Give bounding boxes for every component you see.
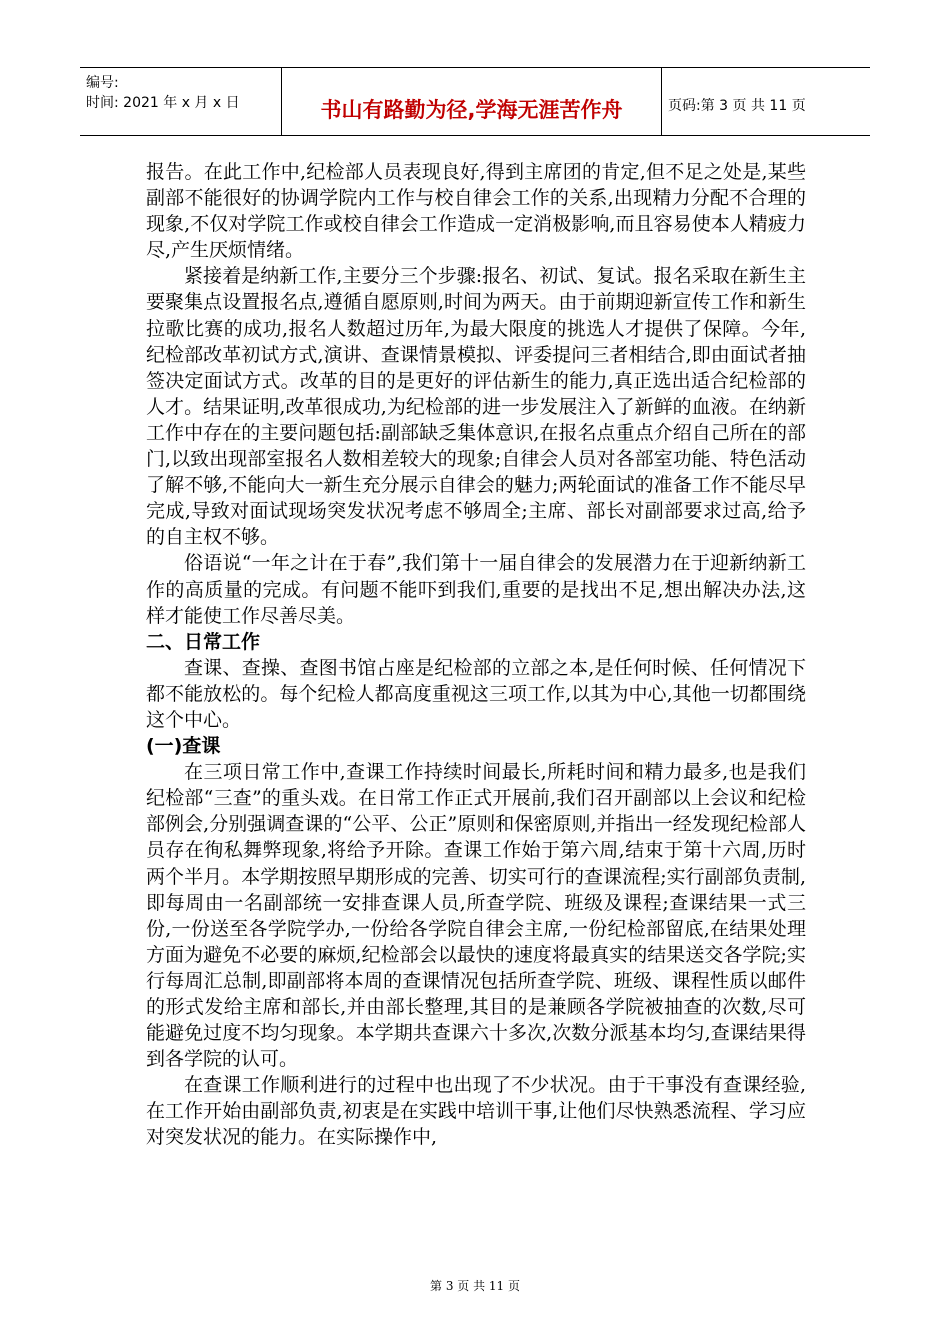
header-page-info: 页码:第 3 页 共 11 页: [668, 98, 806, 114]
page-footer: 第 3 页 共 11 页: [430, 1279, 520, 1293]
document-number-label: 编号:: [86, 75, 119, 91]
paragraph-class-check: 在三项日常工作中,查课工作持续时间最长,所耗时间和精力最多,也是我们纪检部“三查”的重头戏。在日常工作正式开展前,我们召开副部以上会议和纪检部例会,分别强调查课的“公平、公正”原则和保密原则,并指出一经发现纪检部人员存在徇私舞弊现象,将给予开除。查课工作始于第六周,结束于第十六周,历时两个半月。本学期按照早期形成的完善、切实可行的查课流程;实行副部负责制,即每周由一名副部统一安排查课人员,所查学院、班级及课程;查课结果一式三份,一份送至各学院学办,一份给各学院自律会主席,一份纪检部留底,在结果处理方面为避免不必要的麻烦,纪检部会以最快的速度将最真实的结果送交各学院;实行每周汇总制,即副部将本周的查课情况包括所查学院、班级、课程性质以邮件的形式发给主席和部长,并由部长整理,其目的是兼顾各学院被抽查的次数,尽可能避免过度不均匀现象。本学期共查课六十多次,次数分派基本均匀,查课结果得到各学院的认可。: [146, 761, 806, 1071]
section-heading-daily-work: 二、日常工作: [146, 630, 261, 653]
subsection-heading-class-check: (一)查课: [146, 735, 221, 758]
paragraph-report-summary: 报告。在此工作中,纪检部人员表现良好,得到主席团的肯定,但不足之处是,某些副部不能很好的协调学院内工作与校自律会工作的关系,出现精力分配不合理的现象,不仅对学院工作或校自律会工作造成一定消极影响,而且容易使本人精疲力尽,产生厌烦情绪。: [146, 161, 806, 262]
header-middle-cell: [282, 68, 662, 135]
header-right-cell: [662, 68, 870, 135]
paragraph-daily-work-intro: 查课、查操、查图书馆占座是纪检部的立部之本,是任何时候、任何情况下都不能放松的。每个纪检人都高度重视这三项工作,以其为中心,其他一切都围绕这个中心。: [146, 656, 806, 731]
paragraph-proverb: 俗语说“一年之计在于春”,我们第十一届自律会的发展潜力在于迎新纳新工作的高质量的完成。有问题不能吓到我们,重要的是找出不足,想出解决办法,这样才能使工作尽善尽美。: [146, 552, 806, 627]
page-header: [80, 67, 870, 136]
paragraph-recruitment: 紧接着是纳新工作,主要分三个步骤:报名、初试、复试。报名采取在新生主要聚集点设置报名点,遵循自愿原则,时间为两天。由于前期迎新宣传工作和新生拉歌比赛的成功,报名人数超过历年,为最大限度的挑选人才提供了保障。今年,纪检部改革初试方式,演讲、查课情景模拟、评委提问三者相结合,即由面试者抽签决定面试方式。改革的目的是更好的评估新生的能力,真正选出适合纪检部的人才。结果证明,改革很成功,为纪检部的进一步发展注入了新鲜的血液。在纳新工作中存在的主要问题包括:副部缺乏集体意识,在报名点重点介绍自己所在的部门,以致出现部室报名人数相差较大的现象;自律会人员对各部室功能、特色活动了解不够,不能向大一新生充分展示自律会的魅力;两轮面试的准备工作不能尽早完成,导致对面试现场突发状况考虑不够周全;主席、部长对副部要求过高,给予的自主权不够。: [146, 265, 806, 549]
header-left-cell: [80, 68, 282, 135]
header-motto: 书山有路勤为径,学海无涯苦作舟: [320, 98, 623, 122]
document-date: 时间: 2021 年 x 月 x 日: [86, 95, 240, 111]
paragraph-class-check-issues: 在查课工作顺利进行的过程中也出现了不少状况。由于干事没有查课经验,在工作开始由副部负责,初衷是在实践中培训干事,让他们尽快熟悉流程、学习应对突发状况的能力。在实际操作中,: [146, 1074, 806, 1149]
document-body: [146, 159, 806, 1151]
